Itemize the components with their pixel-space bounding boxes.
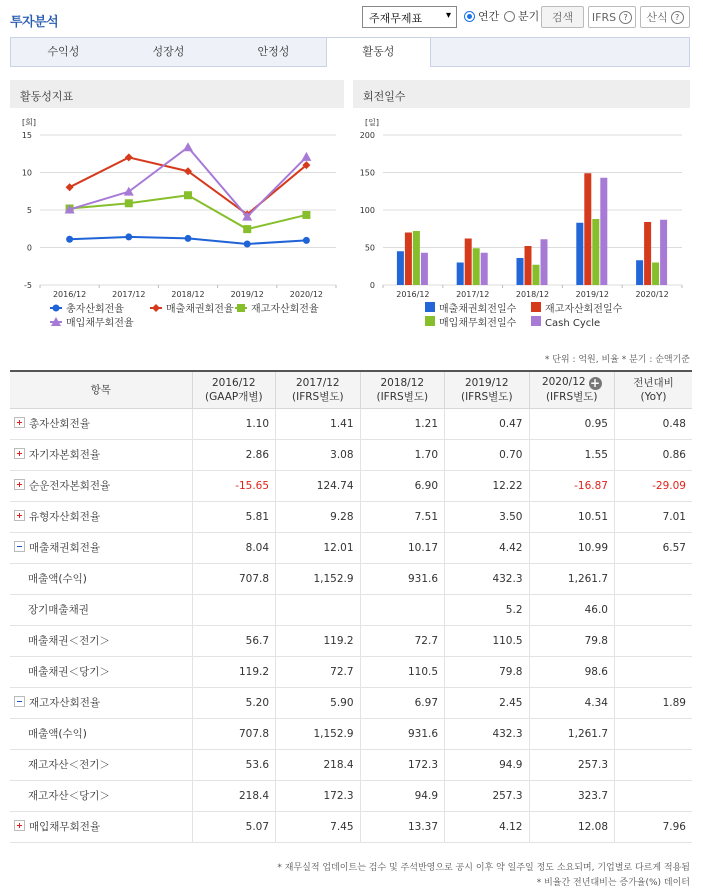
table-cell: 6.90 bbox=[360, 470, 444, 501]
table-cell bbox=[192, 594, 275, 625]
y-tick-label: 0 bbox=[26, 243, 32, 253]
table-row bbox=[10, 563, 692, 594]
table-cell: 53.6 bbox=[192, 749, 275, 780]
bar bbox=[636, 260, 643, 285]
row-label-text: 총자산회전율 bbox=[29, 418, 90, 430]
table-cell: 0.47 bbox=[445, 408, 529, 439]
row-label bbox=[10, 439, 192, 470]
table-cell: 110.5 bbox=[360, 656, 444, 687]
table-cell: 1.41 bbox=[276, 408, 360, 439]
data-point bbox=[66, 183, 74, 191]
row-label-text: 재고자산＜전기＞ bbox=[28, 759, 110, 771]
table-cell: 1,152.9 bbox=[276, 718, 360, 749]
x-tick-label: 2020/12 bbox=[635, 290, 669, 299]
bar bbox=[397, 251, 404, 285]
expand-icon[interactable] bbox=[14, 417, 25, 428]
legend-label: 매출채권회전율 bbox=[166, 304, 234, 315]
table-cell: 0.95 bbox=[529, 408, 615, 439]
table-cell: 3.50 bbox=[445, 501, 529, 532]
x-tick-label: 2016/12 bbox=[396, 290, 430, 299]
legend-label: Cash Cycle bbox=[545, 318, 601, 329]
table-cell: 10.51 bbox=[529, 501, 615, 532]
y-tick-label: -5 bbox=[24, 281, 32, 290]
table-cell: 110.5 bbox=[445, 625, 529, 656]
y-tick-label: 150 bbox=[359, 168, 375, 178]
radio-annual-label: 연간 bbox=[478, 10, 500, 23]
radio-selected-icon bbox=[464, 11, 475, 22]
table-cell: 94.9 bbox=[445, 749, 529, 780]
data-point bbox=[237, 304, 245, 312]
table-cell: 7.96 bbox=[615, 811, 693, 842]
bar bbox=[413, 231, 420, 285]
table-cell: 79.8 bbox=[445, 656, 529, 687]
table-cell: 7.45 bbox=[276, 811, 360, 842]
row-label-text: 순운전자본회전율 bbox=[29, 480, 111, 492]
table-cell: 6.57 bbox=[615, 532, 693, 563]
data-point bbox=[152, 304, 160, 312]
turnover-days-chart bbox=[353, 108, 690, 330]
data-point bbox=[183, 142, 193, 151]
table-cell: -16.87 bbox=[529, 470, 615, 501]
row-label-text: 매출액(수익) bbox=[28, 728, 87, 740]
table-cell: 4.42 bbox=[445, 532, 529, 563]
row-label bbox=[10, 687, 192, 718]
data-point bbox=[125, 153, 133, 161]
table-row bbox=[10, 749, 692, 780]
table-cell: 124.74 bbox=[276, 470, 360, 501]
legend-label: 매입채무회전일수 bbox=[439, 318, 517, 329]
y-tick-label: 10 bbox=[21, 168, 32, 178]
table-row[interactable] bbox=[10, 532, 692, 563]
y-tick-label: 50 bbox=[364, 243, 375, 253]
table-row bbox=[10, 780, 692, 811]
table-cell: 707.8 bbox=[192, 563, 275, 594]
column-header: 2018/12 (IFRS별도) bbox=[360, 371, 444, 408]
bar bbox=[600, 178, 607, 285]
table-cell: 172.3 bbox=[360, 749, 444, 780]
table-cell: 10.99 bbox=[529, 532, 615, 563]
bar bbox=[457, 263, 464, 286]
x-tick-label: 2019/12 bbox=[230, 290, 264, 299]
data-point bbox=[185, 235, 192, 242]
formula-button[interactable] bbox=[640, 6, 690, 28]
table-cell: 218.4 bbox=[276, 749, 360, 780]
data-point bbox=[125, 199, 133, 207]
table-cell: 72.7 bbox=[360, 625, 444, 656]
data-point bbox=[125, 233, 132, 240]
table-cell: 0.86 bbox=[615, 439, 693, 470]
table-cell: 56.7 bbox=[192, 625, 275, 656]
table-cell bbox=[615, 563, 693, 594]
table-cell: 257.3 bbox=[445, 780, 529, 811]
row-label-text: 장기매출채권 bbox=[28, 604, 89, 616]
tab-growth[interactable]: 성장성 bbox=[152, 45, 185, 58]
table-row bbox=[10, 718, 692, 749]
help-icon: ? bbox=[671, 11, 684, 24]
collapse-icon[interactable] bbox=[14, 541, 25, 552]
y-tick-label: 5 bbox=[26, 206, 32, 215]
table-cell: 5.90 bbox=[276, 687, 360, 718]
data-point bbox=[66, 236, 73, 243]
column-header: 2017/12 (IFRS별도) bbox=[276, 371, 360, 408]
panel-title: 회전일수 bbox=[353, 80, 690, 108]
table-cell: 13.37 bbox=[360, 811, 444, 842]
tab-profitability[interactable]: 수익성 bbox=[47, 45, 80, 58]
activity-ratio-chart bbox=[10, 108, 344, 330]
page-title: 투자분석 bbox=[10, 15, 59, 30]
table-row[interactable] bbox=[10, 687, 692, 718]
radio-quarter[interactable] bbox=[504, 8, 539, 24]
table-cell: 2.45 bbox=[445, 687, 529, 718]
table-cell: 5.07 bbox=[192, 811, 275, 842]
help-icon: ? bbox=[619, 11, 632, 24]
collapse-icon[interactable] bbox=[14, 696, 25, 707]
table-cell: -29.09 bbox=[615, 470, 693, 501]
bar bbox=[473, 248, 480, 285]
table-row bbox=[10, 594, 692, 625]
expand-icon[interactable] bbox=[14, 820, 25, 831]
table-cell: 12.22 bbox=[445, 470, 529, 501]
legend-swatch bbox=[531, 316, 541, 326]
table-cell: 931.6 bbox=[360, 718, 444, 749]
legend-label: 재고자산회전율 bbox=[251, 304, 319, 315]
bar bbox=[541, 239, 548, 285]
table-cell: 931.6 bbox=[360, 563, 444, 594]
financial-table bbox=[10, 370, 692, 843]
y-tick-label: 100 bbox=[359, 206, 375, 215]
table-row[interactable] bbox=[10, 470, 692, 501]
legend-swatch bbox=[425, 316, 435, 326]
table-cell: 5.81 bbox=[192, 501, 275, 532]
table-cell bbox=[615, 594, 693, 625]
legend-swatch bbox=[531, 302, 541, 312]
legend-label: 총자산회전율 bbox=[66, 304, 124, 315]
table-cell: 1.21 bbox=[360, 408, 444, 439]
table-cell: 119.2 bbox=[192, 656, 275, 687]
table-cell bbox=[615, 749, 693, 780]
y-tick-label: 0 bbox=[369, 281, 375, 290]
table-cell bbox=[615, 718, 693, 749]
table-cell: 257.3 bbox=[529, 749, 615, 780]
table-cell: 10.17 bbox=[360, 532, 444, 563]
row-label-text: 자기자본회전율 bbox=[29, 449, 101, 461]
table-row[interactable] bbox=[10, 408, 692, 439]
expand-icon[interactable] bbox=[14, 510, 25, 521]
bar bbox=[576, 223, 583, 285]
table-cell: -15.65 bbox=[192, 470, 275, 501]
table-cell bbox=[276, 594, 360, 625]
table-cell: 323.7 bbox=[529, 780, 615, 811]
x-tick-label: 2019/12 bbox=[575, 290, 609, 299]
table-cell: 2.86 bbox=[192, 439, 275, 470]
ifrs-label: IFRS bbox=[591, 10, 617, 24]
data-point bbox=[303, 237, 310, 244]
x-tick-label: 2016/12 bbox=[52, 290, 87, 299]
table-cell: 7.51 bbox=[360, 501, 444, 532]
turnover-days-panel bbox=[353, 80, 690, 330]
column-header: 2016/12 (GAAP개별) bbox=[192, 371, 275, 408]
legend-label: 매출채권회전일수 bbox=[439, 304, 517, 315]
table-cell: 46.0 bbox=[529, 594, 615, 625]
table-cell: 79.8 bbox=[529, 625, 615, 656]
y-tick-label: 15 bbox=[21, 131, 32, 140]
table-cell: 432.3 bbox=[445, 563, 529, 594]
table-header-row bbox=[10, 371, 692, 408]
row-label bbox=[10, 563, 192, 594]
table-cell: 12.01 bbox=[276, 532, 360, 563]
table-cell: 707.8 bbox=[192, 718, 275, 749]
row-label bbox=[10, 408, 192, 439]
table-row[interactable] bbox=[10, 439, 692, 470]
row-label-text: 매입채무회전율 bbox=[29, 821, 101, 833]
row-label bbox=[10, 656, 192, 687]
ifrs-button[interactable] bbox=[588, 6, 636, 28]
table-cell: 98.6 bbox=[529, 656, 615, 687]
row-label bbox=[10, 811, 192, 842]
row-label bbox=[10, 594, 192, 625]
activity-ratio-panel bbox=[10, 80, 344, 330]
table-cell: 6.97 bbox=[360, 687, 444, 718]
unit-label: [회] bbox=[22, 118, 36, 127]
table-cell: 5.20 bbox=[192, 687, 275, 718]
column-header: 전년대비 (YoY) bbox=[615, 371, 693, 408]
expand-icon[interactable] bbox=[14, 448, 25, 459]
series-line bbox=[70, 195, 307, 229]
table-cell: 432.3 bbox=[445, 718, 529, 749]
data-point bbox=[244, 240, 251, 247]
bar bbox=[525, 246, 532, 285]
data-point bbox=[301, 152, 311, 161]
table-cell: 12.08 bbox=[529, 811, 615, 842]
row-label-text: 매출액(수익) bbox=[28, 573, 87, 585]
x-tick-label: 2018/12 bbox=[171, 290, 205, 299]
table-row bbox=[10, 625, 692, 656]
table-cell: 119.2 bbox=[276, 625, 360, 656]
row-label-text: 매출채권＜당기＞ bbox=[28, 666, 110, 678]
footnote: * 비율간 전년대비는 증가율(%) 데이터 bbox=[536, 878, 690, 888]
unit-label: [일] bbox=[365, 118, 379, 127]
bar bbox=[644, 222, 651, 285]
table-cell: 1.55 bbox=[529, 439, 615, 470]
tab-bar bbox=[10, 37, 690, 67]
bar bbox=[584, 173, 591, 285]
table-cell: 3.08 bbox=[276, 439, 360, 470]
legend-swatch bbox=[425, 302, 435, 312]
data-point bbox=[184, 191, 192, 199]
table-cell bbox=[615, 780, 693, 811]
table-cell: 0.70 bbox=[445, 439, 529, 470]
bar bbox=[465, 239, 472, 286]
table-cell: 1,261.7 bbox=[529, 718, 615, 749]
unit-note: * 단위 : 억원, 비율 * 분기 : 순액기준 bbox=[544, 355, 690, 365]
row-label-text: 재고자산회전율 bbox=[29, 697, 101, 709]
table-cell: 7.01 bbox=[615, 501, 693, 532]
data-point bbox=[53, 305, 60, 312]
bar bbox=[405, 233, 412, 286]
row-label bbox=[10, 501, 192, 532]
x-tick-label: 2020/12 bbox=[289, 290, 324, 299]
add-column-icon[interactable]: + bbox=[590, 376, 601, 391]
table-row[interactable] bbox=[10, 501, 692, 532]
tab-activity[interactable]: 활동성 bbox=[326, 37, 431, 67]
table-cell: 94.9 bbox=[360, 780, 444, 811]
x-tick-label: 2018/12 bbox=[515, 290, 550, 299]
bar bbox=[481, 253, 488, 285]
row-label-text: 매출채권＜전기＞ bbox=[28, 635, 110, 647]
column-header: 2020/12 + (IFRS별도) bbox=[529, 371, 615, 408]
radio-quarter-label: 분기 bbox=[518, 10, 540, 23]
table-cell: 1.89 bbox=[615, 687, 693, 718]
row-label bbox=[10, 470, 192, 501]
bar bbox=[660, 220, 667, 285]
row-label bbox=[10, 780, 192, 811]
y-tick-label: 200 bbox=[359, 131, 375, 140]
table-cell: 1.10 bbox=[192, 408, 275, 439]
row-label bbox=[10, 625, 192, 656]
bar bbox=[592, 219, 599, 285]
table-cell: 172.3 bbox=[276, 780, 360, 811]
table-cell: 72.7 bbox=[276, 656, 360, 687]
table-cell: 4.12 bbox=[445, 811, 529, 842]
table-cell bbox=[360, 594, 444, 625]
row-label-text: 유형자산회전율 bbox=[29, 511, 101, 523]
table-row bbox=[10, 656, 692, 687]
bar bbox=[517, 258, 524, 285]
table-cell: 8.04 bbox=[192, 532, 275, 563]
table-cell bbox=[615, 625, 693, 656]
data-point bbox=[243, 225, 251, 233]
table-cell: 4.34 bbox=[529, 687, 615, 718]
table-cell: 1,261.7 bbox=[529, 563, 615, 594]
toolbar bbox=[0, 0, 703, 36]
table-cell: 1.70 bbox=[360, 439, 444, 470]
search-button[interactable]: 검색 bbox=[541, 6, 584, 28]
expand-icon[interactable] bbox=[14, 479, 25, 490]
table-cell: 0.48 bbox=[615, 408, 693, 439]
row-label bbox=[10, 718, 192, 749]
footnote: * 재무실적 업데이트는 검수 및 주석반영으로 공시 이후 약 일주일 정도 소요되며, 기업별로 다르게 적용됨 bbox=[277, 863, 690, 873]
statement-select-value: 주재무제표 bbox=[369, 12, 423, 25]
row-label-text: 재고자산＜당기＞ bbox=[28, 790, 110, 802]
table-cell: 5.2 bbox=[445, 594, 529, 625]
statement-select[interactable] bbox=[362, 6, 457, 28]
data-point bbox=[302, 211, 310, 219]
row-label-text: 매출채권회전율 bbox=[29, 542, 101, 554]
table-cell: 1,152.9 bbox=[276, 563, 360, 594]
bar bbox=[652, 263, 659, 286]
bar bbox=[533, 265, 540, 285]
chevron-down-icon: ▾ bbox=[445, 10, 451, 21]
legend-label: 재고자산회전일수 bbox=[545, 304, 623, 315]
column-header: 2019/12 (IFRS별도) bbox=[445, 371, 529, 408]
table-cell: 218.4 bbox=[192, 780, 275, 811]
bar bbox=[421, 253, 428, 285]
table-row[interactable] bbox=[10, 811, 692, 842]
radio-annual[interactable] bbox=[464, 8, 499, 24]
table-cell bbox=[615, 656, 693, 687]
formula-label: 산식 bbox=[646, 11, 668, 24]
column-header: 항목 bbox=[10, 371, 192, 408]
legend-label: 매입채무회전율 bbox=[66, 318, 134, 329]
panel-title: 활동성지표 bbox=[10, 80, 344, 108]
x-tick-label: 2017/12 bbox=[112, 290, 146, 299]
table-cell: 9.28 bbox=[276, 501, 360, 532]
row-label bbox=[10, 749, 192, 780]
x-tick-label: 2017/12 bbox=[456, 290, 490, 299]
tab-stability[interactable]: 안정성 bbox=[257, 45, 290, 58]
row-label bbox=[10, 532, 192, 563]
radio-unselected-icon bbox=[504, 11, 515, 22]
